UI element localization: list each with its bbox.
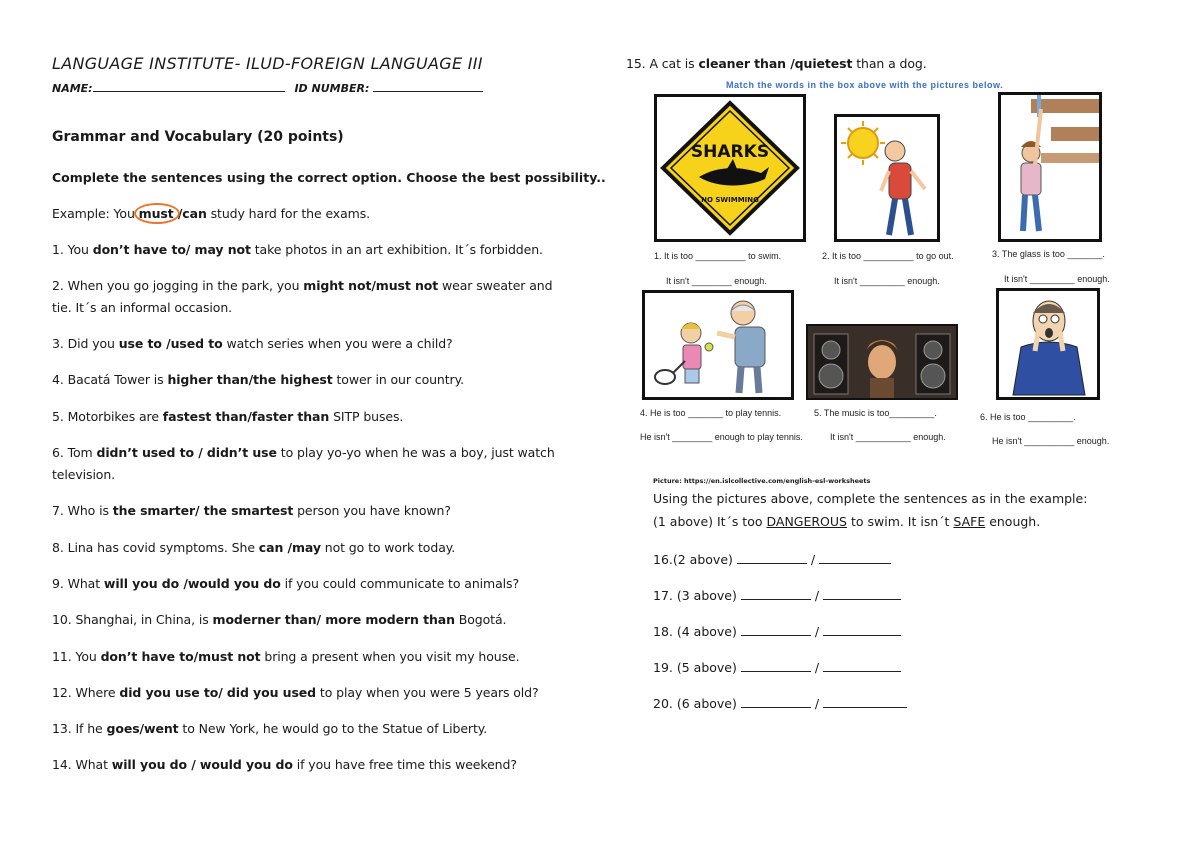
- question-13: [52, 721, 487, 736]
- example-lead: Example: You: [52, 206, 139, 221]
- answer-options[interactable]: don’t have to/must not: [100, 649, 261, 664]
- example-sentence: [52, 206, 370, 221]
- question-15: [626, 56, 927, 71]
- name-blank[interactable]: [93, 80, 285, 92]
- question-text: to play yo-yo when he was a boy, just watch: [276, 445, 555, 460]
- question-text: 7. Who is: [52, 503, 113, 518]
- picture-hot-sun: [834, 114, 940, 242]
- answer-row: [653, 623, 901, 639]
- answer-separator: /: [810, 660, 824, 675]
- caption-1a: 1. It is too __________ to swim.: [654, 251, 782, 261]
- answer-label: 19. (5 above): [653, 660, 737, 675]
- question-text: watch series when you were a child?: [222, 336, 453, 351]
- question-text: Bogotá.: [454, 612, 507, 627]
- task-instruction: Using the pictures above, complete the sentences as in the example:: [653, 491, 1088, 506]
- task-example-mid: to swim. It isn´t: [846, 514, 954, 529]
- answer-row: [653, 695, 907, 711]
- question-text: tower in our country.: [332, 372, 464, 387]
- answer-blank-enough[interactable]: [819, 551, 891, 564]
- answer-options[interactable]: moderner than/ more modern than: [212, 612, 455, 627]
- picture-tennis: [642, 290, 794, 400]
- answer-blank-too[interactable]: [737, 551, 807, 564]
- answer-row: [653, 659, 901, 675]
- question-text: 4. Bacatá Tower is: [52, 372, 168, 387]
- question-2-continued: tie. It´s an informal occasion.: [52, 300, 233, 315]
- task-example-post: enough.: [985, 514, 1041, 529]
- question-text: 14. What: [52, 757, 112, 772]
- question-text: person you have known?: [293, 503, 451, 518]
- answer-row: [653, 551, 891, 567]
- question-7: [52, 503, 451, 518]
- question-text: take photos in an art exhibition. It´s forbidden.: [250, 242, 543, 257]
- answer-options[interactable]: the smarter/ the smartest: [112, 503, 294, 518]
- answer-label: 16.(2 above): [653, 552, 733, 567]
- answer-options[interactable]: will you do /would you do: [103, 576, 281, 591]
- picture-high-shelf: [998, 92, 1102, 242]
- example-word-dangerous: DANGEROUS: [766, 514, 847, 529]
- question-text: to New York, he would go to the Statue of Liberty.: [178, 721, 488, 736]
- question-text: 12. Where: [52, 685, 120, 700]
- section-title: Grammar and Vocabulary (20 points): [52, 129, 344, 145]
- answer-blank-enough[interactable]: [823, 587, 901, 600]
- caption-3a: 3. The glass is too _______.: [992, 249, 1105, 259]
- question-2: [52, 278, 552, 293]
- question-text: SITP buses.: [329, 409, 404, 424]
- question-text: not go to work today.: [320, 540, 456, 555]
- question-6: [52, 445, 555, 460]
- name-label: NAME:: [52, 82, 93, 95]
- answer-options[interactable]: fastest than/faster than: [162, 409, 330, 424]
- answer-options[interactable]: did you use to/ did you used: [119, 685, 317, 700]
- caption-2a: 2. It is too __________ to go out.: [822, 251, 954, 261]
- shark-sign-icon: [657, 97, 803, 239]
- answer-label: 18. (4 above): [653, 624, 737, 639]
- question-3: [52, 336, 453, 351]
- question-text: 2. When you go jogging in the park, you: [52, 278, 304, 293]
- answer-separator: /: [810, 588, 824, 603]
- answer-options[interactable]: don’t have to/ may not: [92, 242, 251, 257]
- answer-blank-enough[interactable]: [823, 695, 907, 708]
- answer-options[interactable]: use to /used to: [118, 336, 223, 351]
- picture-scared-man: [996, 288, 1100, 400]
- answer-options[interactable]: goes/went: [106, 721, 179, 736]
- question-text: 11. You: [52, 649, 101, 664]
- question-10: [52, 612, 506, 627]
- answer-options[interactable]: can /may: [258, 540, 321, 555]
- question-4: [52, 372, 464, 387]
- caption-4b: He isn't ________ enough to play tennis.: [640, 432, 803, 442]
- question-8: [52, 540, 455, 555]
- answer-options[interactable]: higher than/the highest: [167, 372, 333, 387]
- answer-row: [653, 587, 901, 603]
- speakers-icon: [808, 326, 956, 398]
- question-text: to play when you were 5 years old?: [316, 685, 539, 700]
- answer-label: 17. (3 above): [653, 588, 737, 603]
- answer-options[interactable]: didn’t used to / didn’t use: [96, 445, 277, 460]
- caption-1b: It isn't ________ enough.: [666, 276, 767, 286]
- answer-blank-too[interactable]: [741, 659, 811, 672]
- question-text: 15. A cat is: [626, 56, 699, 71]
- picture-loud-music: [806, 324, 958, 400]
- question-text: 9. What: [52, 576, 104, 591]
- example-word-safe: SAFE: [953, 514, 986, 529]
- task-example: [653, 514, 1040, 529]
- question-6-continued: television.: [52, 467, 116, 482]
- caption-3b: It isn't _________ enough.: [1004, 274, 1110, 284]
- question-14: [52, 757, 517, 772]
- answer-blank-enough[interactable]: [823, 659, 901, 672]
- question-text: 3. Did you: [52, 336, 119, 351]
- question-12: [52, 685, 539, 700]
- answer-separator: /: [810, 696, 824, 711]
- answer-label: 20. (6 above): [653, 696, 737, 711]
- question-9: [52, 576, 519, 591]
- example-rest: study hard for the exams.: [206, 206, 371, 221]
- caption-5a: 5. The music is too_________.: [814, 408, 937, 418]
- page-title: LANGUAGE INSTITUTE- ILUD-FOREIGN LANGUAGE III: [52, 54, 483, 73]
- caption-4a: 4. He is too _______ to play tennis.: [640, 408, 782, 418]
- question-text: bring a present when you visit my house.: [260, 649, 520, 664]
- panel-header: Match the words in the box above with the pictures below.: [726, 80, 1004, 90]
- example-options: /can: [173, 206, 207, 221]
- answer-blank-too[interactable]: [741, 587, 811, 600]
- id-label: ID NUMBER:: [294, 82, 370, 95]
- sign-subtext: NO SWIMMING: [701, 196, 759, 204]
- question-5: [52, 409, 403, 424]
- task-example-pre: (1 above) It´s too: [653, 514, 767, 529]
- sun-man-icon: [837, 117, 937, 239]
- question-text: 10. Shanghai, in China, is: [52, 612, 213, 627]
- circled-answer: must: [138, 206, 174, 221]
- picture-credit: Picture: https://en.islcollective.com/english-esl-worksheets: [653, 477, 871, 485]
- answer-blank-too[interactable]: [741, 623, 811, 636]
- scared-man-icon: [999, 291, 1097, 397]
- answer-blank-enough[interactable]: [823, 623, 901, 636]
- caption-6a: 6. He is too _________.: [980, 412, 1076, 422]
- student-fields: [52, 80, 483, 95]
- picture-panel: [638, 80, 1130, 462]
- question-text: wear sweater and: [438, 278, 553, 293]
- girl-shelf-icon: [1001, 95, 1099, 239]
- id-blank[interactable]: [373, 80, 483, 92]
- answer-separator: /: [810, 624, 824, 639]
- answer-options[interactable]: might not/must not: [303, 278, 439, 293]
- picture-shark-sign: [654, 94, 806, 242]
- answer-options[interactable]: will you do / would you do: [111, 757, 293, 772]
- question-11: [52, 649, 519, 664]
- question-text: 1. You: [52, 242, 93, 257]
- question-text: 5. Motorbikes are: [52, 409, 163, 424]
- caption-2b: It isn't _________ enough.: [834, 276, 940, 286]
- question-text: 8. Lina has covid symptoms. She: [52, 540, 259, 555]
- question-text: than a dog.: [852, 56, 927, 71]
- question-1: [52, 242, 543, 257]
- question-text: if you have free time this weekend?: [292, 757, 517, 772]
- question-text: if you could communicate to animals?: [280, 576, 519, 591]
- answer-blank-too[interactable]: [741, 695, 811, 708]
- instructions: Complete the sentences using the correct option. Choose the best possibility..: [52, 170, 606, 185]
- answer-separator: /: [806, 552, 820, 567]
- question-text: 6. Tom: [52, 445, 97, 460]
- tennis-people-icon: [645, 293, 791, 397]
- caption-6b: He isn't __________ enough.: [992, 436, 1110, 446]
- caption-5b: It isn't ___________ enough.: [830, 432, 946, 442]
- sign-text: SHARKS: [690, 142, 770, 162]
- answer-options[interactable]: cleaner than /quietest: [698, 56, 853, 71]
- question-text: 13. If he: [52, 721, 107, 736]
